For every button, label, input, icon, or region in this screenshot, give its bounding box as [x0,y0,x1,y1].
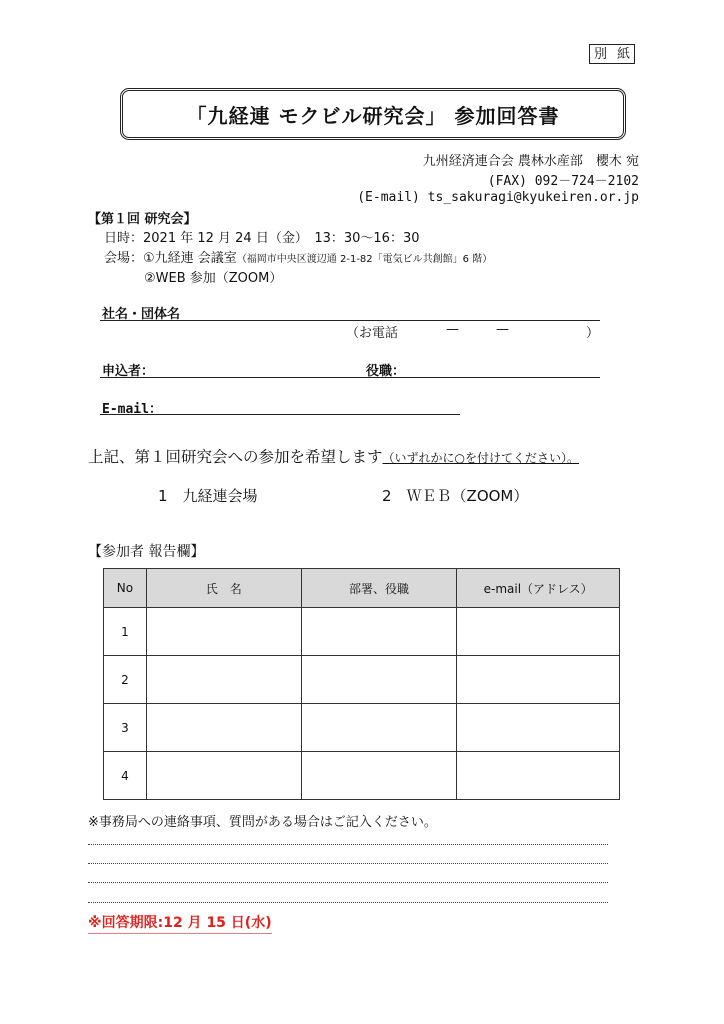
notes-line-1[interactable] [88,844,608,845]
email-cell[interactable] [457,704,620,752]
participants-heading: 【参加者 報告欄】 [88,544,205,560]
name-cell[interactable] [146,608,301,656]
phone-dash-1: — [446,322,459,337]
col-name: 氏 名 [146,569,301,608]
phone-close: ） [586,326,600,341]
apply-statement [88,445,579,467]
email-cell[interactable] [457,656,620,704]
meeting-venue [104,247,492,266]
venue-label: 会場： [104,251,144,266]
applicant-label: 申込者： [102,364,155,379]
col-dept: 部署、役職 [301,569,457,608]
table-row [104,608,620,656]
table-row [104,656,620,704]
company-label: 社名・団体名 [102,307,181,322]
name-cell[interactable] [146,752,301,800]
row-no: 4 [104,752,147,800]
recipient-email: (E-mail) ts_sakuragi@kyukeiren.or.jp [357,190,639,205]
title-frame [120,88,626,140]
meeting-datetime: 日時：2021 年 12 月 24 日（金） 13：30～16：30 [104,231,420,246]
phone-dash-2: — [496,322,509,337]
participants-table [103,568,620,800]
option-web[interactable]: 2 ＷＥＢ（ZOOM） [382,487,529,505]
position-label: 役職： [366,364,406,379]
venue-2: ②WEB 参加（ZOOM） [144,271,283,286]
apply-text: 上記、第１回研究会への参加を希望します [88,448,383,466]
phone-label: （お電話 [346,326,399,341]
dept-cell[interactable] [301,704,457,752]
col-email: e-mail（アドレス） [457,569,620,608]
response-deadline: ※回答期限:12 月 15 日(水) [88,912,272,934]
venue-1-detail: （福岡市中央区渡辺通 2-1-82「電気ビル共創館」6 階） [236,254,493,265]
email-cell[interactable] [457,752,620,800]
dept-cell[interactable] [301,656,457,704]
name-cell[interactable] [146,704,301,752]
notes-line-3[interactable] [88,882,608,883]
document-title: 「九経連 モクビル研究会」 参加回答書 [186,103,560,128]
email-label: E-mail： [102,402,162,417]
notes-line-4[interactable] [88,902,608,903]
applicant-input-line[interactable] [100,377,600,378]
table-row [104,752,620,800]
email-input-line[interactable] [100,414,460,415]
company-input-line[interactable] [100,320,600,321]
dept-cell[interactable] [301,752,457,800]
col-no: No [104,569,147,608]
row-no: 3 [104,704,147,752]
venue-1: ①九経連 会議室 [143,251,237,266]
row-no: 2 [104,656,147,704]
table-row [104,704,620,752]
option-venue[interactable]: 1 九経連会場 [158,487,258,505]
notes-line-2[interactable] [88,863,608,864]
dept-cell[interactable] [301,608,457,656]
recipient-org: 九州経済連合会 農林水産部 櫻木 宛 [422,154,639,169]
annex-label: 別紙 [589,44,635,64]
notes-instruction: ※事務局への連絡事項、質問がある場合はご記入ください。 [88,815,437,830]
row-no: 1 [104,608,147,656]
recipient-fax: (FAX) 092－724－2102 [487,174,639,189]
name-cell[interactable] [146,656,301,704]
table-header-row [104,569,620,608]
apply-note: （いずれかに○を付けてください）。 [382,451,579,465]
meeting-heading: 【第１回 研究会】 [88,212,197,227]
email-cell[interactable] [457,608,620,656]
